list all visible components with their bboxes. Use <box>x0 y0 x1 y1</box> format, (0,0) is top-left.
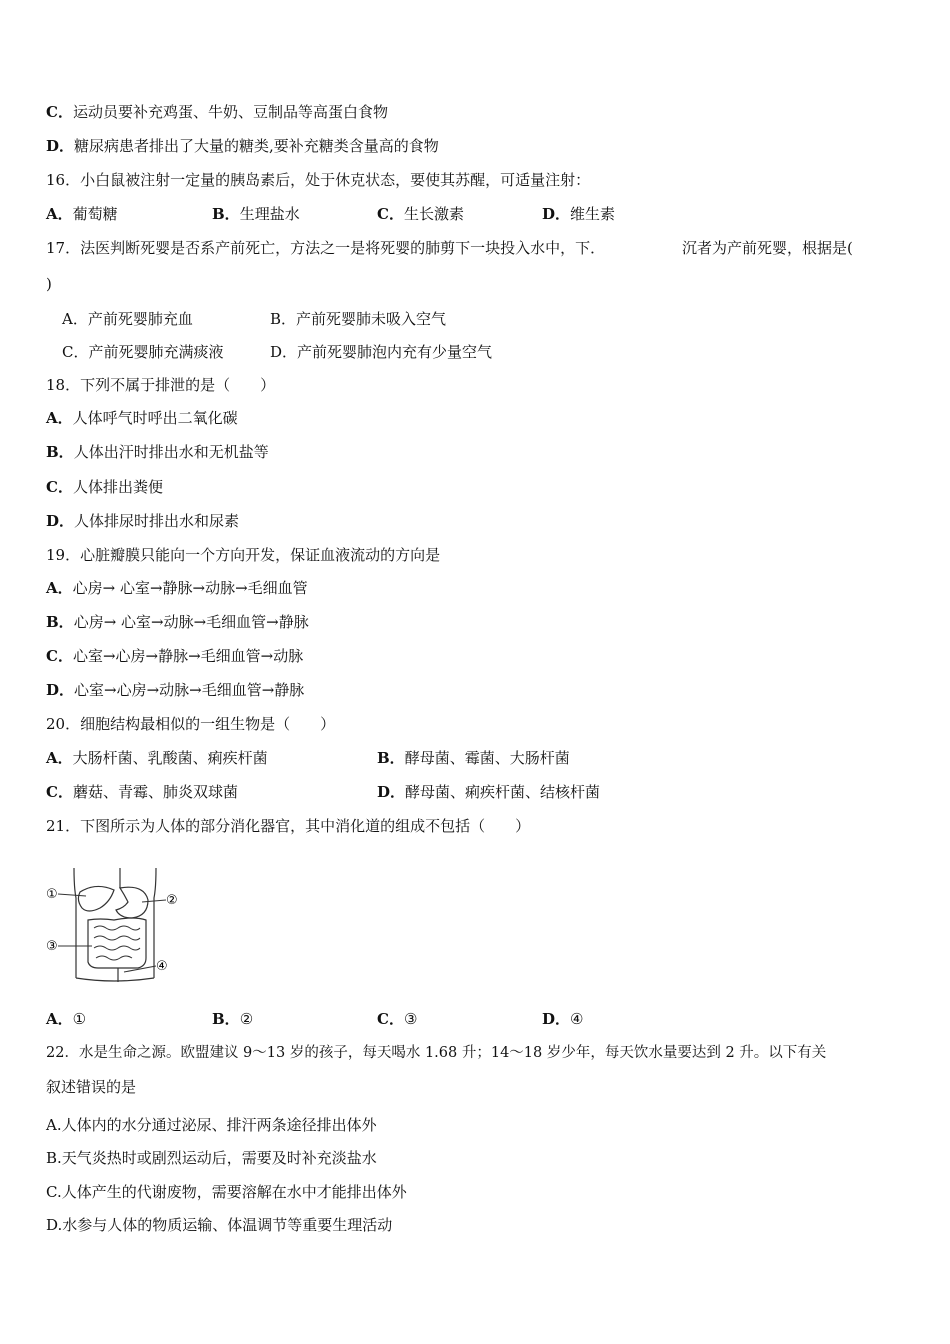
q18-option-a <box>46 408 238 428</box>
option-letter: D． <box>46 681 75 699</box>
option-text: 心室→心房→静脉→毛细血管→动脉 <box>72 647 304 665</box>
q18-option-c <box>46 477 163 497</box>
option-letter: A． <box>46 205 73 223</box>
q21-option-a <box>46 1009 86 1029</box>
q18-option-b <box>46 442 269 462</box>
option-text: 运动员要补充鸡蛋、牛奶、豆制品等高蛋白食物 <box>72 103 388 121</box>
option-letter: B． <box>46 613 74 631</box>
q15-option-d <box>46 136 439 156</box>
option-letter: B． <box>377 749 405 767</box>
option-letter: B． <box>212 205 240 223</box>
q16-option-d <box>542 204 615 224</box>
liver-shape <box>78 886 114 911</box>
option-letter: B． <box>46 443 74 461</box>
q21-stem: 21．下图所示为人体的部分消化器官，其中消化道的组成不包括（ ） <box>46 817 531 835</box>
option-letter: D． <box>46 512 75 530</box>
q21-option-d <box>542 1009 583 1029</box>
q22-option-b: B.天气炎热时或剧烈运动后，需要及时补充淡盐水 <box>46 1149 377 1167</box>
option-text: ③ <box>403 1010 418 1028</box>
option-text: 维生素 <box>570 205 616 223</box>
q21-option-c <box>377 1009 417 1029</box>
q17-option-d: D．产前死婴肺泡内充有少量空气 <box>270 343 493 361</box>
option-letter: A． <box>46 579 73 597</box>
q15-option-c <box>46 102 388 122</box>
option-text: 人体呼气时呼出二氧化碳 <box>72 409 238 427</box>
q16-option-c <box>377 204 464 224</box>
q18-option-d <box>46 511 239 531</box>
q20-stem: 20．细胞结构最相似的一组生物是（ ） <box>46 715 336 733</box>
option-text: 蘑菇、青霉、肺炎双球菌 <box>72 783 238 801</box>
q17-stem-part2: 沉者为产前死婴，根据是( <box>682 239 853 257</box>
q22-stem-line1: 22．水是生命之源。欧盟建议 9～13 岁的孩子，每天喝水 1.68 升；14～18 岁少年，每天饮水量要达到 2 升。以下有关 <box>46 1045 827 1061</box>
option-text: 人体出汗时排出水和无机盐等 <box>73 443 269 461</box>
option-text: ④ <box>570 1010 584 1028</box>
option-text: 葡萄糖 <box>72 205 118 223</box>
small-intestine-shape <box>94 926 140 960</box>
option-letter: A． <box>46 1010 73 1028</box>
option-letter: D． <box>46 137 75 155</box>
q22-option-a: A.人体内的水分通过泌尿、排汗两条途径排出体外 <box>46 1116 377 1134</box>
q18-stem: 18．下列不属于排泄的是（ ） <box>46 376 276 394</box>
option-letter: D． <box>377 783 406 801</box>
figure-label-1: ① <box>46 887 58 902</box>
q19-option-b <box>46 612 309 632</box>
option-text: 酵母菌、痢疾杆菌、结核杆菌 <box>405 783 601 801</box>
option-letter: B． <box>212 1010 240 1028</box>
q16-stem: 16．小白鼠被注射一定量的胰岛素后，处于休克状态，要使其苏醒，可适量注射： <box>46 171 591 189</box>
q17-option-a: A．产前死婴肺充血 <box>62 310 193 328</box>
option-letter: C． <box>377 1010 404 1028</box>
option-text: 心房→ 心室→动脉→毛细血管→静脉 <box>73 613 309 631</box>
q17-option-b: B．产前死婴肺未吸入空气 <box>270 310 447 328</box>
option-text: 酵母菌、霉菌、大肠杆菌 <box>404 749 570 767</box>
option-text: 糖尿病患者排出了大量的糖类,要补充糖类含量高的食物 <box>74 137 439 155</box>
q17-stem-part1: 17．法医判断死婴是否系产前死亡，方法之一是将死婴的肺剪下一块投入水中，下． <box>46 239 606 257</box>
option-text: 人体排出粪便 <box>72 478 163 496</box>
q17-stem-close: ) <box>46 275 52 293</box>
q17-option-c: C．产前死婴肺充满痰液 <box>62 343 224 361</box>
q16-option-b <box>212 204 300 224</box>
option-letter: C． <box>46 783 73 801</box>
label-leader-1 <box>58 894 86 896</box>
option-letter: C． <box>46 478 73 496</box>
option-text: ② <box>239 1010 254 1028</box>
option-text: ① <box>72 1010 87 1028</box>
option-letter: C． <box>377 205 404 223</box>
figure-label-3: ③ <box>46 939 58 954</box>
option-text: 大肠杆菌、乳酸菌、痢疾杆菌 <box>72 749 268 767</box>
q20-option-b <box>377 748 570 768</box>
figure-label-2: ② <box>166 893 178 908</box>
figure-label-4: ④ <box>156 959 168 974</box>
option-letter: A． <box>46 409 73 427</box>
q19-stem: 19．心脏瓣膜只能向一个方向开发，保证血液流动的方向是 <box>46 546 441 564</box>
option-letter: D． <box>542 1010 571 1028</box>
q19-option-c <box>46 646 303 666</box>
option-letter: C． <box>46 103 73 121</box>
option-text: 生长激素 <box>403 205 464 223</box>
q19-option-a <box>46 578 308 598</box>
stomach-shape <box>116 887 148 918</box>
q22-stem-line2: 叙述错误的是 <box>46 1078 137 1096</box>
digestive-system-figure <box>44 858 184 986</box>
q22-option-d: D.水参与人体的物质运输、体温调节等重要生理活动 <box>46 1216 393 1234</box>
large-intestine-shape <box>88 918 146 968</box>
q20-option-a <box>46 748 268 768</box>
option-letter: C． <box>46 647 73 665</box>
option-letter: D． <box>542 205 571 223</box>
option-letter: A． <box>46 749 73 767</box>
option-text: 心室→心房→动脉→毛细血管→静脉 <box>74 681 305 699</box>
option-text: 生理盐水 <box>239 205 300 223</box>
option-text: 人体排尿时排出水和尿素 <box>74 512 240 530</box>
q21-option-b <box>212 1009 253 1029</box>
q22-option-c: C.人体产生的代谢废物，需要溶解在水中才能排出体外 <box>46 1183 407 1201</box>
q20-option-c <box>46 782 238 802</box>
q19-option-d <box>46 680 304 700</box>
q16-option-a <box>46 204 118 224</box>
q20-option-d <box>377 782 600 802</box>
option-text: 心房→ 心室→静脉→动脉→毛细血管 <box>72 579 308 597</box>
